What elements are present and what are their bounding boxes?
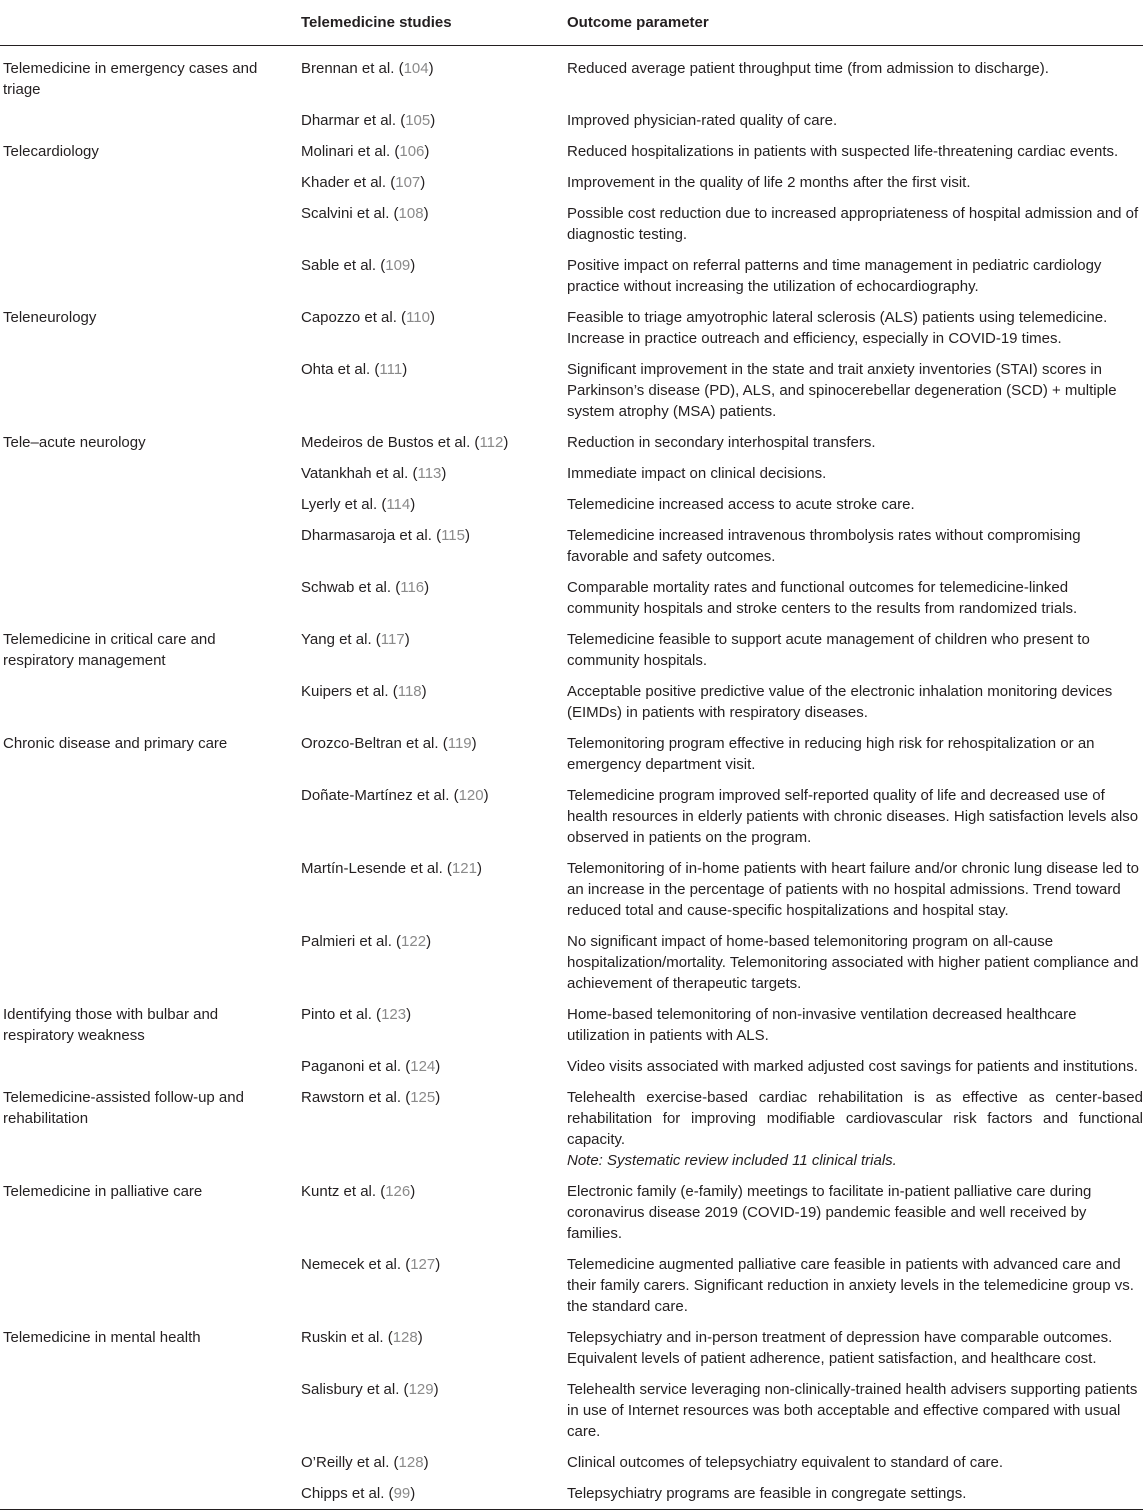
- study-name: Nemecek et al.: [301, 1256, 402, 1273]
- table-row: [0, 853, 1143, 926]
- reference-link[interactable]: 110: [406, 309, 430, 326]
- study-name: Scalvini et al.: [301, 205, 390, 222]
- outcome-text: Telehealth service leveraging non-clinically-trained health advisers supporting patients in use of Internet resources was both acceptable and effective compared with usual care.: [567, 1381, 1138, 1440]
- table-row: [0, 302, 1143, 354]
- study-cell: O’Reilly et al. (128): [301, 1454, 429, 1471]
- application-area-cell: [0, 354, 298, 427]
- application-area-cell: Telecardiology: [3, 143, 99, 160]
- table-row: [0, 458, 1143, 489]
- study-name: Salisbury et al.: [301, 1381, 400, 1398]
- outcome-cell: [564, 1249, 1143, 1322]
- table-row: [0, 1249, 1143, 1322]
- outcome-text: Comparable mortality rates and functional outcomes for telemedicine-linked community hospitals and stroke centers to the results from randomized trials.: [567, 579, 1078, 617]
- outcome-text: Significant improvement in the state and trait anxiety inventories (STAI) scores in Parkinson’s disease (PD), ALS, and spinocerebellar degeneration (SCD) + multiple system atrophy (MSA) patients.: [567, 361, 1117, 420]
- outcome-cell: [564, 489, 1143, 520]
- reference-link[interactable]: 129: [408, 1381, 434, 1398]
- outcome-cell: [564, 354, 1143, 427]
- study-name: Paganoni et al.: [301, 1058, 402, 1075]
- table-row: [0, 1051, 1143, 1082]
- table-header-row: [0, 0, 1143, 46]
- table-row: [0, 780, 1143, 853]
- reference-link[interactable]: 121: [451, 860, 477, 877]
- application-area-cell: Chronic disease and primary care: [3, 735, 228, 752]
- study-cell: Ruskin et al. (128): [301, 1329, 423, 1346]
- reference-link[interactable]: 126: [385, 1183, 411, 1200]
- header-studies: Telemedicine studies: [298, 0, 564, 46]
- reference-link[interactable]: 127: [410, 1256, 436, 1273]
- reference-link[interactable]: 112: [479, 434, 504, 451]
- outcome-cell: [564, 853, 1143, 926]
- study-name: Yang et al.: [301, 631, 372, 648]
- outcome-text: Reduced average patient throughput time (from admission to discharge).: [567, 60, 1049, 77]
- outcome-cell: [564, 728, 1143, 780]
- table-row: [0, 1176, 1143, 1249]
- application-area-cell: [0, 489, 298, 520]
- outcome-cell: [564, 1082, 1143, 1176]
- outcome-cell: [564, 780, 1143, 853]
- reference-link[interactable]: 120: [458, 787, 484, 804]
- outcome-text: Telemedicine increased access to acute stroke care.: [567, 496, 915, 513]
- table-row: [0, 926, 1143, 999]
- outcome-cell: [564, 167, 1143, 198]
- outcome-cell: [564, 676, 1143, 728]
- reference-link[interactable]: 104: [403, 60, 429, 77]
- table-row: [0, 354, 1143, 427]
- reference-link[interactable]: 116: [400, 579, 425, 596]
- study-name: Ruskin et al.: [301, 1329, 384, 1346]
- outcome-text: Reduction in secondary interhospital transfers.: [567, 434, 876, 451]
- study-name: Medeiros de Bustos et al.: [301, 434, 471, 451]
- reference-link[interactable]: 128: [398, 1454, 424, 1471]
- outcome-text: Video visits associated with marked adjusted cost savings for patients and institutions.: [567, 1058, 1138, 1075]
- study-cell: Rawstorn et al. (125): [301, 1089, 441, 1106]
- table-row: [0, 105, 1143, 136]
- outcome-text: Telepsychiatry and in-person treatment of depression have comparable outcomes. Equivalent levels of patient adherence, patient satisfaction, and healthcare cost.: [567, 1329, 1113, 1367]
- table-row: [0, 46, 1143, 106]
- table-row: [0, 167, 1143, 198]
- outcome-cell: [564, 105, 1143, 136]
- application-area-cell: [0, 1249, 298, 1322]
- application-area-cell: Telemedicine-assisted follow-up and rehabilitation: [3, 1089, 244, 1127]
- study-name: Vatankhah et al.: [301, 465, 409, 482]
- application-area-cell: [0, 1478, 298, 1510]
- study-name: Brennan et al.: [301, 60, 395, 77]
- application-area-cell: Telemedicine in critical care and respiratory management: [3, 631, 216, 669]
- reference-link[interactable]: 107: [395, 174, 421, 191]
- study-cell: Pinto et al. (123): [301, 1006, 412, 1023]
- application-area-cell: [0, 458, 298, 489]
- outcome-text: Clinical outcomes of telepsychiatry equivalent to standard of care.: [567, 1454, 1004, 1471]
- outcome-cell: [564, 198, 1143, 250]
- study-name: Chipps et al.: [301, 1485, 385, 1502]
- outcome-text: Feasible to triage amyotrophic lateral sclerosis (ALS) patients using telemedicine. Increase in practice outreach and efficiency, especially in COVID-19 times.: [567, 309, 1108, 347]
- application-area-cell: Identifying those with bulbar and respiratory weakness: [3, 1006, 219, 1044]
- header-outcome: Outcome parameter: [564, 0, 1143, 46]
- study-name: Capozzo et al.: [301, 309, 397, 326]
- application-area-cell: [0, 1374, 298, 1447]
- study-cell: Molinari et al. (106): [301, 143, 430, 160]
- application-area-cell: [0, 250, 298, 302]
- outcome-cell: [564, 1051, 1143, 1082]
- outcome-cell: [564, 1322, 1143, 1374]
- table-row: [0, 489, 1143, 520]
- study-cell: Salisbury et al. (129): [301, 1381, 439, 1398]
- study-name: Rawstorn et al.: [301, 1089, 402, 1106]
- outcome-cell: [564, 1374, 1143, 1447]
- outcome-cell: [564, 624, 1143, 676]
- study-name: Kuipers et al.: [301, 683, 389, 700]
- table-row: [0, 1082, 1143, 1176]
- outcome-text: Possible cost reduction due to increased appropriateness of hospital admission and of diagnostic testing.: [567, 205, 1139, 243]
- study-cell: Schwab et al. (116): [301, 579, 430, 596]
- study-name: Lyerly et al.: [301, 496, 378, 513]
- outcome-cell: [564, 250, 1143, 302]
- study-name: O’Reilly et al.: [301, 1454, 390, 1471]
- study-name: Ohta et al.: [301, 361, 371, 378]
- study-name: Dharmar et al.: [301, 112, 397, 129]
- outcome-cell: [564, 999, 1143, 1051]
- study-name: Martín-Lesende et al.: [301, 860, 443, 877]
- reference-link[interactable]: 106: [399, 143, 425, 160]
- study-name: Dharmasaroja et al.: [301, 527, 432, 544]
- outcome-text: Home-based telemonitoring of non-invasive ventilation decreased healthcare utilization in patients with ALS.: [567, 1006, 1077, 1044]
- reference-link[interactable]: 128: [392, 1329, 418, 1346]
- table-row: [0, 520, 1143, 572]
- reference-link[interactable]: 118: [397, 683, 422, 700]
- application-area-cell: Tele–acute neurology: [3, 434, 146, 451]
- outcome-cell: [564, 520, 1143, 572]
- study-name: Molinari et al.: [301, 143, 391, 160]
- application-area-cell: [0, 1447, 298, 1478]
- outcome-text: Telemedicine feasible to support acute management of children who present to community hospitals.: [567, 631, 1090, 669]
- application-area-cell: Telemedicine in palliative care: [3, 1183, 203, 1200]
- reference-link[interactable]: 123: [381, 1006, 407, 1023]
- reference-link[interactable]: 99: [393, 1485, 411, 1502]
- outcome-cell: [564, 427, 1143, 458]
- reference-link[interactable]: 122: [401, 933, 427, 950]
- outcome-text: Telemedicine program improved self-reported quality of life and decreased use of health resources in elderly patients with chronic diseases. High satisfaction levels also observed in patients on the program.: [567, 787, 1139, 846]
- reference-link[interactable]: 119: [447, 735, 472, 752]
- outcome-text: Positive impact on referral patterns and time management in pediatric cardiology practice without increasing the utilization of echocardiography.: [567, 257, 1102, 295]
- reference-link[interactable]: 125: [410, 1089, 436, 1106]
- study-cell: Kuntz et al. (126): [301, 1183, 416, 1200]
- reference-link[interactable]: 109: [385, 257, 411, 274]
- outcome-text: Immediate impact on clinical decisions.: [567, 465, 827, 482]
- study-cell: Medeiros de Bustos et al. (112): [301, 434, 509, 451]
- table-row: [0, 1374, 1143, 1447]
- reference-link[interactable]: 117: [380, 631, 405, 648]
- table-row: [0, 676, 1143, 728]
- study-name: Pinto et al.: [301, 1006, 372, 1023]
- outcome-text: Telemedicine increased intravenous thrombolysis rates without compromising favorable and safety outcomes.: [567, 527, 1081, 565]
- study-cell: Capozzo et al. (110): [301, 309, 435, 326]
- reference-link[interactable]: 114: [386, 496, 411, 513]
- application-area-cell: Teleneurology: [3, 309, 97, 326]
- table-row: [0, 1322, 1143, 1374]
- study-cell: Kuipers et al. (118): [301, 683, 427, 700]
- application-area-cell: [0, 520, 298, 572]
- study-cell: Dharmasaroja et al. (115): [301, 527, 470, 544]
- reference-link[interactable]: 115: [441, 527, 465, 544]
- study-name: Schwab et al.: [301, 579, 392, 596]
- outcome-text: Telemonitoring of in-home patients with heart failure and/or chronic lung disease led to an increase in the percentage of patients with no hospital admissions. Trend toward reduced total and cause-specific hospitalizations and hospital stay.: [567, 860, 1139, 919]
- application-area-cell: Telemedicine in mental health: [3, 1329, 201, 1346]
- application-area-cell: [0, 198, 298, 250]
- outcome-cell: [564, 1447, 1143, 1478]
- outcome-text: Improved physician-rated quality of care.: [567, 112, 838, 129]
- study-cell: Palmieri et al. (122): [301, 933, 432, 950]
- study-cell: Khader et al. (107): [301, 174, 426, 191]
- study-cell: Paganoni et al. (124): [301, 1058, 441, 1075]
- reference-link[interactable]: 124: [410, 1058, 436, 1075]
- table-row: [0, 136, 1143, 167]
- table-row: [0, 427, 1143, 458]
- outcome-cell: [564, 1176, 1143, 1249]
- study-name: Palmieri et al.: [301, 933, 392, 950]
- application-area-cell: [0, 853, 298, 926]
- table-row: [0, 572, 1143, 624]
- outcome-text: Telemedicine augmented palliative care feasible in patients with advanced care and their family carers. Significant reduction in anxiety levels in the telemedicine group vs. the standard care.: [567, 1256, 1134, 1315]
- study-cell: Lyerly et al. (114): [301, 496, 416, 513]
- study-name: Doñate-Martínez et al.: [301, 787, 450, 804]
- outcome-text: Telemonitoring program effective in reducing high risk for rehospitalization or an emergency department visit.: [567, 735, 1095, 773]
- table-row: [0, 999, 1143, 1051]
- table-row: [0, 728, 1143, 780]
- study-name: Orozco-Beltran et al.: [301, 735, 439, 752]
- table-row: [0, 198, 1143, 250]
- outcome-cell: [564, 136, 1143, 167]
- outcome-cell: [564, 926, 1143, 999]
- study-cell: Martín-Lesende et al. (121): [301, 860, 482, 877]
- application-area-cell: [0, 926, 298, 999]
- table-row: [0, 1478, 1143, 1510]
- reference-link[interactable]: 113: [417, 465, 442, 482]
- application-area-cell: [0, 676, 298, 728]
- application-area-cell: [0, 780, 298, 853]
- outcome-cell: [564, 458, 1143, 489]
- header-area: [0, 0, 298, 46]
- outcome-cell: [564, 46, 1143, 106]
- outcome-text: Telepsychiatry programs are feasible in congregate settings.: [567, 1485, 967, 1502]
- study-name: Khader et al.: [301, 174, 387, 191]
- study-cell: Doñate-Martínez et al. (120): [301, 787, 489, 804]
- outcome-text: Telehealth exercise-based cardiac rehabilitation is as effective as center-based rehabilitation for improving modifiable cardiovascular risk factors and functional capacity.: [567, 1089, 1143, 1148]
- study-cell: Vatankhah et al. (113): [301, 465, 447, 482]
- study-name: Kuntz et al.: [301, 1183, 377, 1200]
- application-area-cell: [0, 572, 298, 624]
- outcome-text: Electronic family (e-family) meetings to facilitate in-patient palliative care during coronavirus disease 2019 (COVID-19) pandemic feasible and well received by families.: [567, 1183, 1092, 1242]
- outcome-text: No significant impact of home-based telemonitoring program on all-cause hospitalization/mortality. Telemonitoring associated with higher patient compliance and achievement of therapeutic targets.: [567, 933, 1139, 992]
- study-cell: Chipps et al. (99): [298, 1478, 564, 1510]
- outcome-text: Acceptable positive predictive value of the electronic inhalation monitoring devices (EIMDs) in patients with respiratory diseases.: [567, 683, 1113, 721]
- study-cell: Brennan et al. (104): [301, 60, 434, 77]
- table-row: [0, 250, 1143, 302]
- outcome-text: Improvement in the quality of life 2 months after the first visit.: [567, 174, 971, 191]
- outcome-note: Note: Systematic review included 11 clinical trials.: [567, 1152, 897, 1169]
- application-area-cell: [0, 105, 298, 136]
- outcome-text: Reduced hospitalizations in patients with suspected life-threatening cardiac events.: [567, 143, 1119, 160]
- outcome-cell: [564, 302, 1143, 354]
- reference-link[interactable]: 108: [398, 205, 424, 222]
- outcome-cell: [564, 572, 1143, 624]
- table-row: [0, 624, 1143, 676]
- study-cell: Nemecek et al. (127): [301, 1256, 441, 1273]
- study-cell: Sable et al. (109): [301, 257, 416, 274]
- table-row: [0, 1447, 1143, 1478]
- application-area-cell: [0, 167, 298, 198]
- study-cell: Dharmar et al. (105): [301, 112, 436, 129]
- study-cell: Orozco-Beltran et al. (119): [301, 735, 477, 752]
- application-area-cell: Telemedicine in emergency cases and triage: [3, 60, 258, 98]
- outcome-cell: [564, 1478, 1143, 1510]
- study-cell: Yang et al. (117): [301, 631, 410, 648]
- study-cell: Ohta et al. (111): [301, 361, 408, 378]
- study-cell: Scalvini et al. (108): [301, 205, 429, 222]
- study-name: Sable et al.: [301, 257, 377, 274]
- reference-link[interactable]: 111: [379, 361, 403, 378]
- application-area-cell: [0, 1051, 298, 1082]
- reference-link[interactable]: 105: [405, 112, 431, 129]
